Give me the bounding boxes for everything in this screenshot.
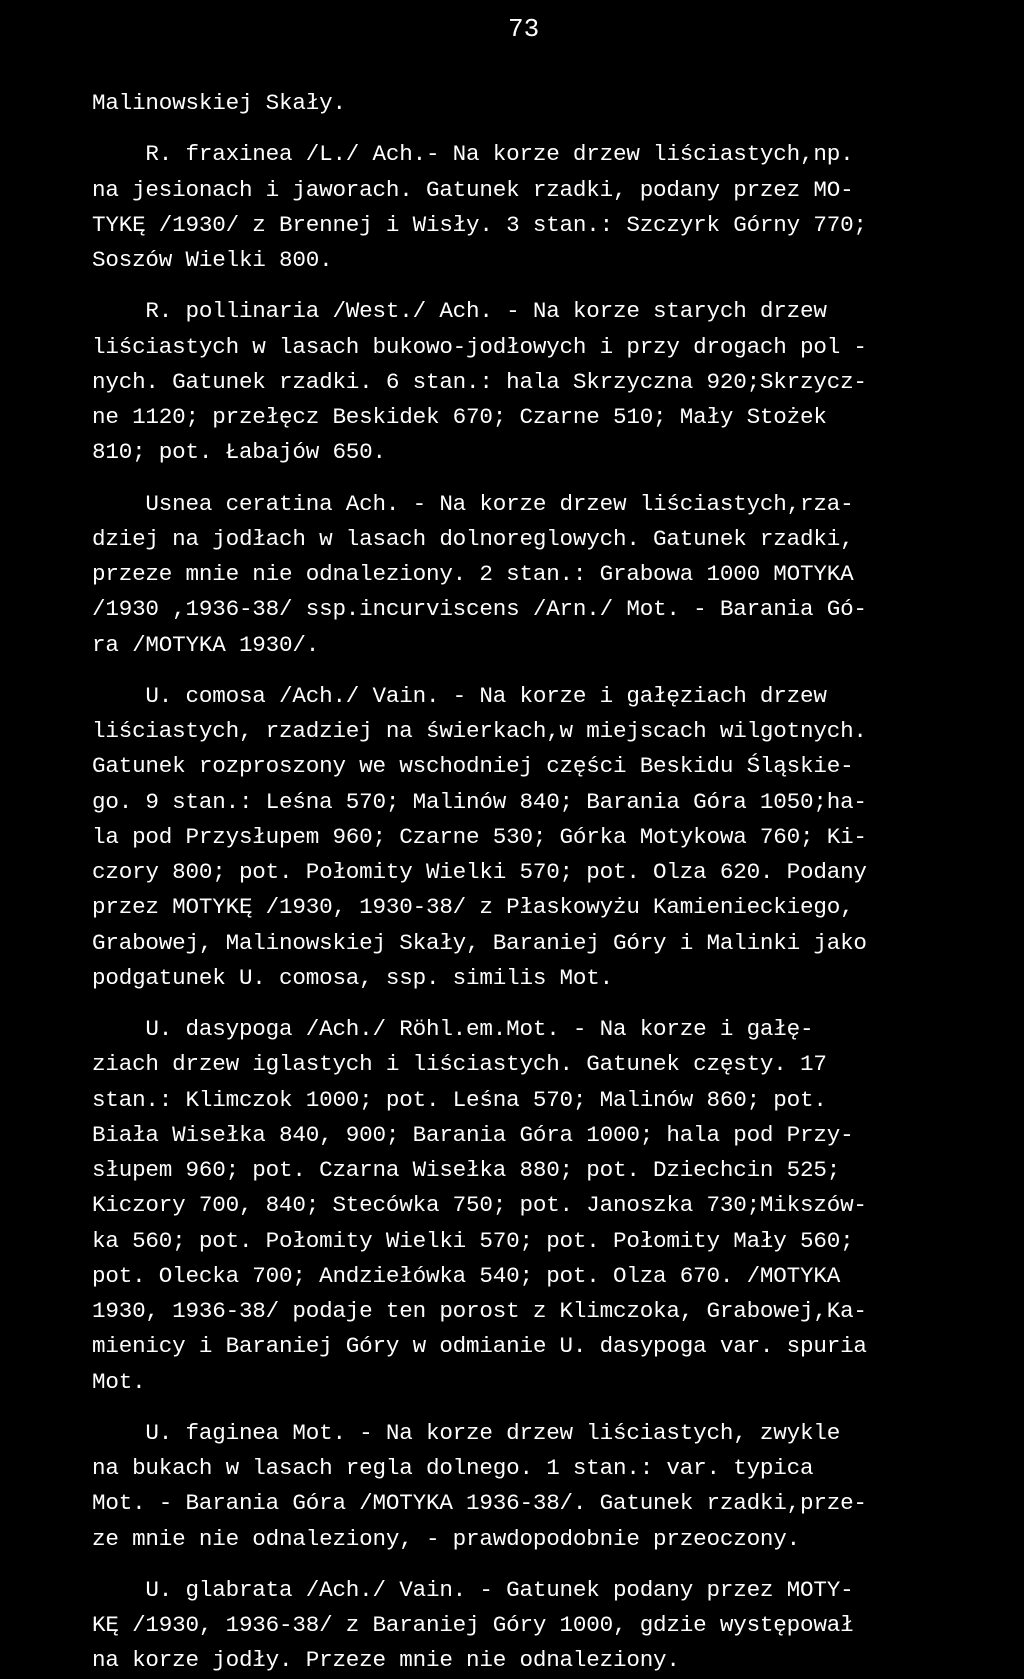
paragraph: [92, 1012, 928, 1400]
text-line: Mot. - Barania Góra /MOTYKA 1936-38/. Gatunek rzadki,prze-: [92, 1490, 867, 1517]
paragraph: [92, 86, 928, 121]
text-line: la pod Przysłupem 960; Czarne 530; Górka Motykowa 760; Ki-: [92, 823, 867, 850]
text-line: R. fraxinea /L./ Ach.- Na korze drzew liściastych,np.: [92, 141, 854, 168]
paragraph: [92, 137, 928, 278]
text-line: mienicy i Baraniej Góry w odmianie U. dasypoga var. spuria: [92, 1333, 867, 1360]
text-line: ka 560; pot. Połomity Wielki 570; pot. Połomity Mały 560;: [92, 1227, 854, 1254]
paragraph: [92, 487, 928, 663]
text-line: czory 800; pot. Połomity Wielki 570; pot. Olza 620. Podany: [92, 859, 867, 885]
text-line: 810; pot. Łabajów 650.: [92, 439, 386, 466]
paragraph-gap: [92, 1557, 928, 1573]
text-line: go. 9 stan.: Leśna 570; Malinów 840; Barania Góra 1050;ha-: [92, 788, 867, 815]
paragraph: [92, 294, 928, 470]
text-line: słupem 960; pot. Czarna Wisełka 880; pot. Dziechcin 525;: [92, 1157, 841, 1183]
text-line: nych. Gatunek rzadki. 6 stan.: hala Skrzyczna 920;Skrzycz-: [92, 368, 867, 395]
text-line: U. faginea Mot. - Na korze drzew liściastych, zwykle: [92, 1419, 841, 1446]
text-line: TYKĘ /1930/ z Brennej i Wisły. 3 stan.: Szczyrk Górny 770;: [92, 211, 867, 238]
document-body: [92, 86, 928, 1679]
text-line: liściastych, rzadziej na świerkach,w miejscach wilgotnych.: [92, 718, 867, 744]
text-line: ze mnie nie odnaleziony, - prawdopodobnie przeoczony.: [92, 1525, 800, 1552]
text-line: stan.: Klimczok 1000; pot. Leśna 570; Malinów 860; pot.: [92, 1086, 827, 1113]
text-line: przeze mnie nie odnaleziony. 2 stan.: Grabowa 1000 MOTYKA: [92, 561, 854, 587]
text-line: R. pollinaria /West./ Ach. - Na korze starych drzew: [92, 298, 827, 325]
text-line: 1930, 1936-38/ podaje ten porost z Klimczoka, Grabowej,Ka-: [92, 1298, 867, 1324]
paragraph-gap: [92, 663, 928, 679]
text-line: ziach drzew iglastych i liściastych. Gatunek częsty. 17: [92, 1051, 827, 1078]
paragraph-gap: [92, 996, 928, 1012]
text-line: na jesionach i jaworach. Gatunek rzadki, podany przez MO-: [92, 176, 854, 203]
text-line: liściastych w lasach bukowo-jodłowych i przy drogach pol -: [92, 333, 867, 360]
text-line: U. dasypoga /Ach./ Röhl.em.Mot. - Na korze i gałę-: [92, 1016, 814, 1042]
paragraph: [92, 1573, 928, 1679]
text-line: podgatunek U. comosa, ssp. similis Mot.: [92, 964, 613, 991]
page-number: 73: [508, 14, 540, 44]
text-line: Usnea ceratina Ach. - Na korze drzew liściastych,rza-: [92, 490, 854, 517]
text-line: dziej na jodłach w lasach dolnoreglowych. Gatunek rzadki,: [92, 525, 854, 552]
text-line: Kiczory 700, 840; Stecówka 750; pot. Janoszka 730;Mikszów-: [92, 1192, 867, 1219]
paragraph: [92, 679, 928, 996]
text-line: Mot.: [92, 1368, 146, 1395]
text-line: U. comosa /Ach./ Vain. - Na korze i gałęziach drzew: [92, 682, 827, 709]
text-line: /1930 ,1936-38/ ssp.incurviscens /Arn./ Mot. - Barania Gó-: [92, 596, 867, 623]
text-line: KĘ /1930, 1936-38/ z Baraniej Góry 1000, gdzie występował: [92, 1612, 854, 1638]
paragraph-gap: [92, 471, 928, 487]
text-line: Gatunek rozproszony we wschodniej części Beskidu Śląskie-: [92, 753, 854, 780]
text-line: U. glabrata /Ach./ Vain. - Gatunek podany przez MOTY-: [92, 1576, 854, 1603]
text-line: ra /MOTYKA 1930/.: [92, 631, 320, 658]
text-line: przez MOTYKĘ /1930, 1930-38/ z Płaskowyżu Kamienieckiego,: [92, 894, 854, 921]
text-line: Biała Wisełka 840, 900; Barania Góra 1000; hala pod Przy-: [92, 1121, 854, 1148]
text-line: Malinowskiej Skały.: [92, 90, 346, 116]
paragraph-gap: [92, 121, 928, 137]
paragraph: [92, 1416, 928, 1557]
text-line: ne 1120; przełęcz Beskidek 670; Czarne 510; Mały Stożek: [92, 404, 827, 430]
text-line: na bukach w lasach regla dolnego. 1 stan.: var. typica: [92, 1455, 814, 1481]
text-line: Grabowej, Malinowskiej Skały, Baraniej Góry i Malinki jako: [92, 929, 867, 956]
paragraph-gap: [92, 1400, 928, 1416]
text-line: Soszów Wielki 800.: [92, 247, 333, 273]
text-line: na korze jodły. Przeze mnie nie odnaleziony.: [92, 1647, 680, 1674]
paragraph-gap: [92, 278, 928, 294]
text-line: pot. Olecka 700; Andziełówka 540; pot. Olza 670. /MOTYKA: [92, 1262, 841, 1289]
